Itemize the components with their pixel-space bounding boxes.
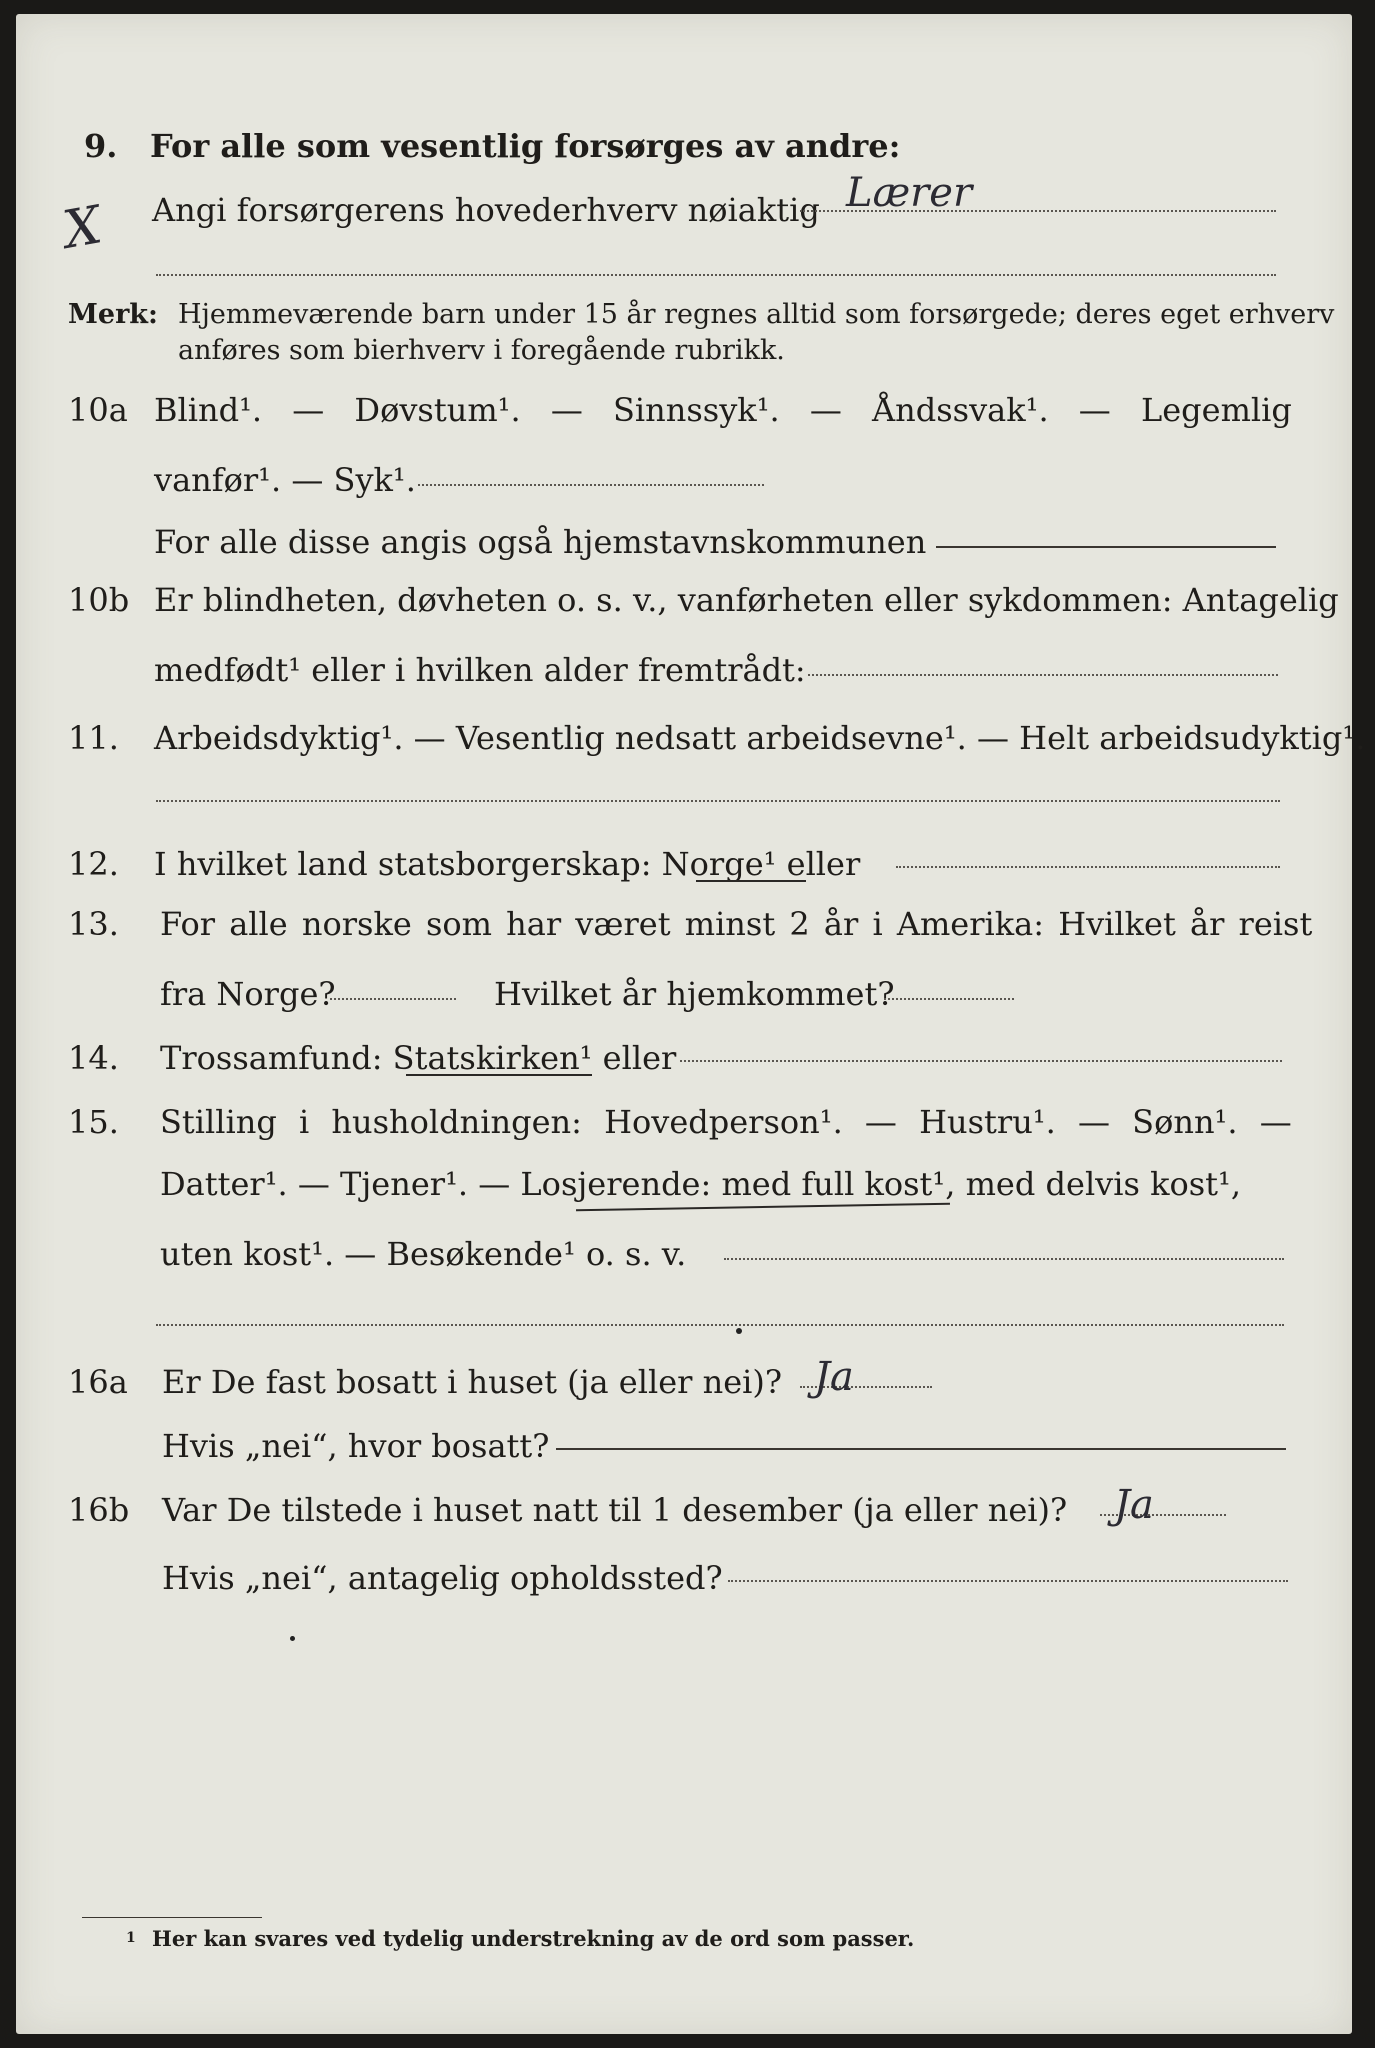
q9-answer-handwriting: Lærer <box>846 170 973 216</box>
q13-number: 13. <box>68 905 119 943</box>
q15-number: 15. <box>68 1103 119 1141</box>
q16b-line-1: Var De tilstede i huset natt til 1 desember (ja eller nei)? <box>162 1491 1068 1529</box>
q14-answer-line <box>680 1060 1282 1062</box>
q10a-kommune-line <box>936 546 1276 548</box>
ink-dot <box>736 1328 742 1334</box>
q11-answer-line <box>156 800 1280 802</box>
q15-line-2: Datter¹. — Tjener¹. — Losjerende: med full kost¹, med delvis kost¹, <box>160 1165 1242 1203</box>
norge-underline <box>696 880 806 882</box>
q14-number: 14. <box>68 1039 119 1077</box>
q16b-answer-handwriting: Ja <box>1114 1482 1154 1528</box>
merk-line-2: anføres som bierhverv i foregående rubrikk. <box>178 335 785 366</box>
q10a-line-1: Blind¹. — Døvstum¹. — Sinnssyk¹. — Åndssvak¹. — Legemlig <box>154 391 1292 429</box>
q9-answer-line-2 <box>156 274 1276 276</box>
margin-mark: X <box>59 195 106 261</box>
q16b-line-2: Hvis „nei“, antagelig opholdssted? <box>162 1559 723 1597</box>
q14-line-1: Trossamfund: Statskirken¹ eller <box>160 1039 677 1077</box>
q16a-answer-handwriting: Ja <box>814 1354 854 1400</box>
q13-line-1: For alle norske som har været minst 2 år i Amerika: Hvilket år reist <box>160 905 1313 943</box>
q15-answer-line <box>724 1258 1284 1260</box>
ink-dot-2 <box>290 1636 295 1641</box>
q10b-line-2: medfødt¹ eller i hvilken alder fremtrådt: <box>154 651 806 689</box>
statskirken-underline <box>406 1074 592 1076</box>
merk-line-1: Hjemmeværende barn under 15 år regnes alltid som forsørgede; deres eget erhverv <box>178 299 1335 330</box>
q16b-number: 16b <box>68 1491 130 1529</box>
q16a-bosatt-line <box>556 1448 1286 1450</box>
footnote-text: Her kan svares ved tydelig understrekning av de ord som passer. <box>152 1926 915 1951</box>
footnote-marker: 1 <box>126 1930 136 1946</box>
merk-label: Merk: <box>68 299 158 330</box>
q13-line-2a: fra Norge? <box>160 975 336 1013</box>
q12-answer-line <box>896 866 1280 868</box>
q16a-line-1: Er De fast bosatt i huset (ja eller nei)? <box>162 1363 783 1401</box>
q15-line-1: Stilling i husholdningen: Hovedperson¹. — Hustru¹. — Sønn¹. — <box>160 1103 1292 1141</box>
q13-reist-line <box>330 998 456 1000</box>
q16a-line-2: Hvis „nei“, hvor bosatt? <box>162 1427 550 1465</box>
q10b-line-1: Er blindheten, døvheten o. s. v., vanførheten eller sykdommen: Antagelig <box>154 581 1339 619</box>
q9-number: 9. <box>84 127 118 165</box>
footnote-rule <box>82 1917 262 1918</box>
q10a-line-2: vanfør¹. — Syk¹. <box>154 461 416 499</box>
q12-number: 12. <box>68 845 119 883</box>
q16b-opholdssted-line <box>728 1580 1288 1582</box>
q15-line-3: uten kost¹. — Besøkende¹ o. s. v. <box>160 1235 687 1273</box>
q11-line-1: Arbeidsdyktig¹. — Vesentlig nedsatt arbeidsevne¹. — Helt arbeidsudyktig¹. <box>154 719 1366 757</box>
q10a-answer-line <box>418 484 764 486</box>
q13-line-2b: Hvilket år hjemkommet? <box>494 975 895 1013</box>
q10b-answer-line <box>808 674 1278 676</box>
q11-number: 11. <box>68 719 119 757</box>
q15-answer-line-2 <box>156 1324 1284 1326</box>
q16a-number: 16a <box>68 1363 128 1401</box>
q12-line-1: I hvilket land statsborgerskap: Norge¹ eller <box>154 845 861 883</box>
q9-heading: For alle som vesentlig forsørges av andre: <box>150 127 901 165</box>
q10a-number: 10a <box>68 391 128 429</box>
q10b-number: 10b <box>68 581 130 619</box>
q9-label: Angi forsørgerens hovederhverv nøiaktig <box>152 191 820 229</box>
q10a-line-3: For alle disse angis også hjemstavnskommunen <box>154 523 927 561</box>
q13-hjemkommet-line <box>884 998 1014 1000</box>
